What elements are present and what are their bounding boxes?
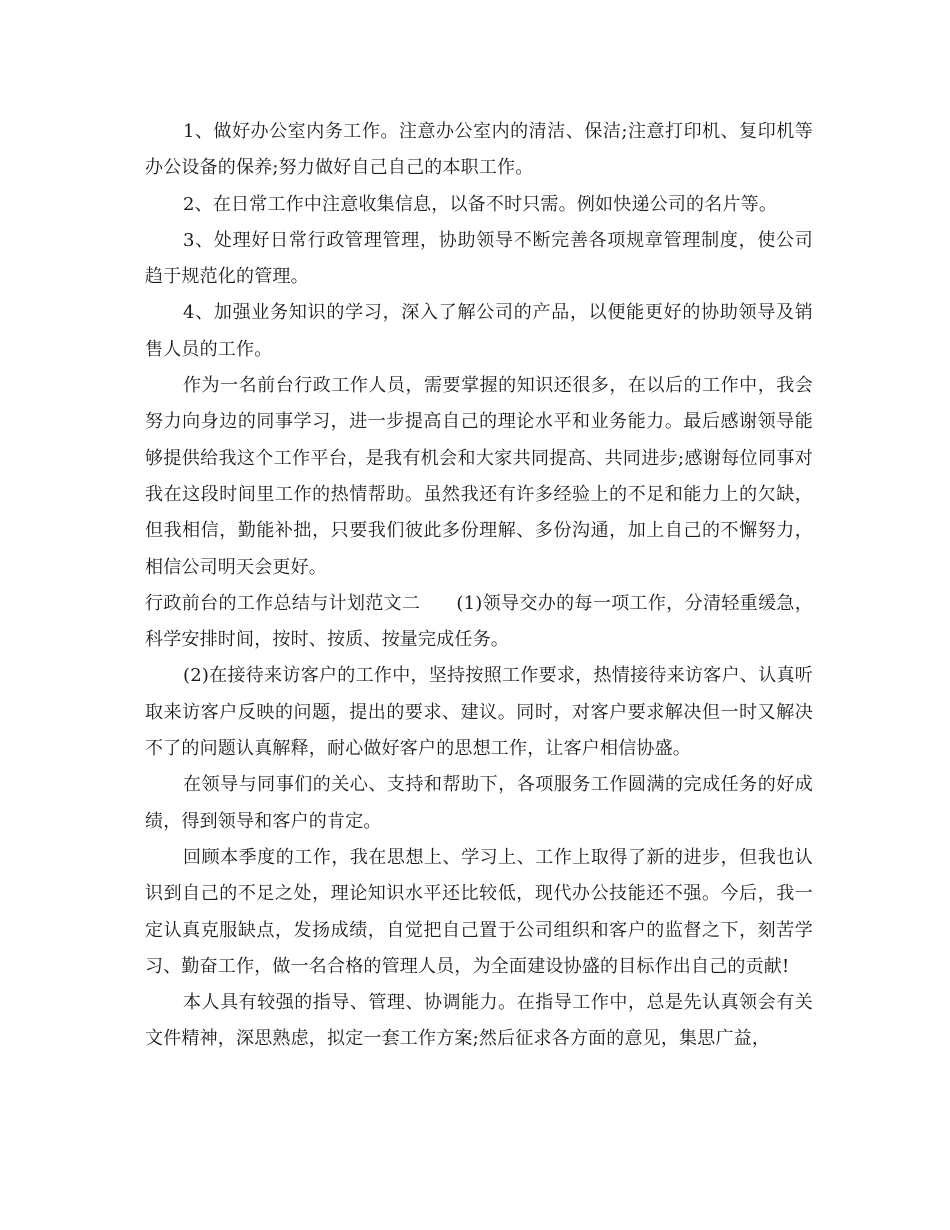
paragraph-closing: 作为一名前台行政工作人员，需要掌握的知识还很多，在以后的工作中，我会努力向身边的同事学习，进一步提高自己的理论水平和业务能力。最后感谢领导能够提供给我这个工作平台，是我有机会和大家共同提高、共同进步;感谢每位同事对我在这段时间里工作的热情帮助。虽然我还有许多经验上的不足和能力上的欠缺，但我相信，勤能补拙，只要我们彼此多份理解、多份沟通，加上自己的不懈努力，相信公司明天会更好。	[145, 375, 813, 578]
paragraph-review: 回顾本季度的工作，我在思想上、学习上、工作上取得了新的进步，但我也认识到自己的不足之处，理论知识水平还比较低，现代办公技能还不强。今后，我一定认真克服缺点，发扬成绩，自觉把自己置于公司组织和客户的监督之下，刻苦学习、勤奋工作，做一名合格的管理人员，为全面建设协盛的目标作出自己的贡献!	[145, 846, 813, 977]
paragraph-item-3: 3、处理好日常行政管理管理，协助领导不断完善各项规章管理制度，使公司趋于规范化的管理。	[145, 229, 813, 288]
paragraph-item-4: 4、加强业务知识的学习，深入了解公司的产品，以便能更好的协助领导及销售人员的工作。	[145, 302, 813, 360]
paragraph-support: 在领导与同事们的关心、支持和帮助下，各项服务工作圆满的完成任务的好成绩，得到领导和客户的肯定。	[145, 774, 813, 832]
section-heading: 行政前台的工作总结与计划范文二	[145, 592, 421, 614]
paragraph-item-2: 2、在日常工作中注意收集信息，以备不时只需。例如快递公司的名片等。	[183, 193, 778, 215]
section-first-item: (1)领导交办的每一项工作，分清轻重缓急，科学安排时间，按时、按质、按量完成任务。	[145, 592, 813, 651]
paragraph-abilities: 本人具有较强的指导、管理、协调能力。在指导工作中，总是先认真领会有关文件精神，深思熟虑，拟定一套工作方案;然后征求各方面的意见，集思广益，	[145, 992, 813, 1050]
document-body	[145, 114, 813, 1058]
paragraph-item-1: 1、做好办公室内务工作。注意办公室内的清洁、保洁;注意打印机、复印机等办公设备的保养;努力做好自己自己的本职工作。	[145, 121, 813, 179]
paragraph-item-reception: (2)在接待来访客户的工作中，坚持按照工作要求，热情接待来访客户、认真听取来访客户反映的问题，提出的要求、建议。同时，对客户要求解决但一时又解决不了的问题认真解释，耐心做好客户的思想工作，让客户相信协盛。	[145, 665, 813, 760]
section-block	[145, 586, 813, 659]
